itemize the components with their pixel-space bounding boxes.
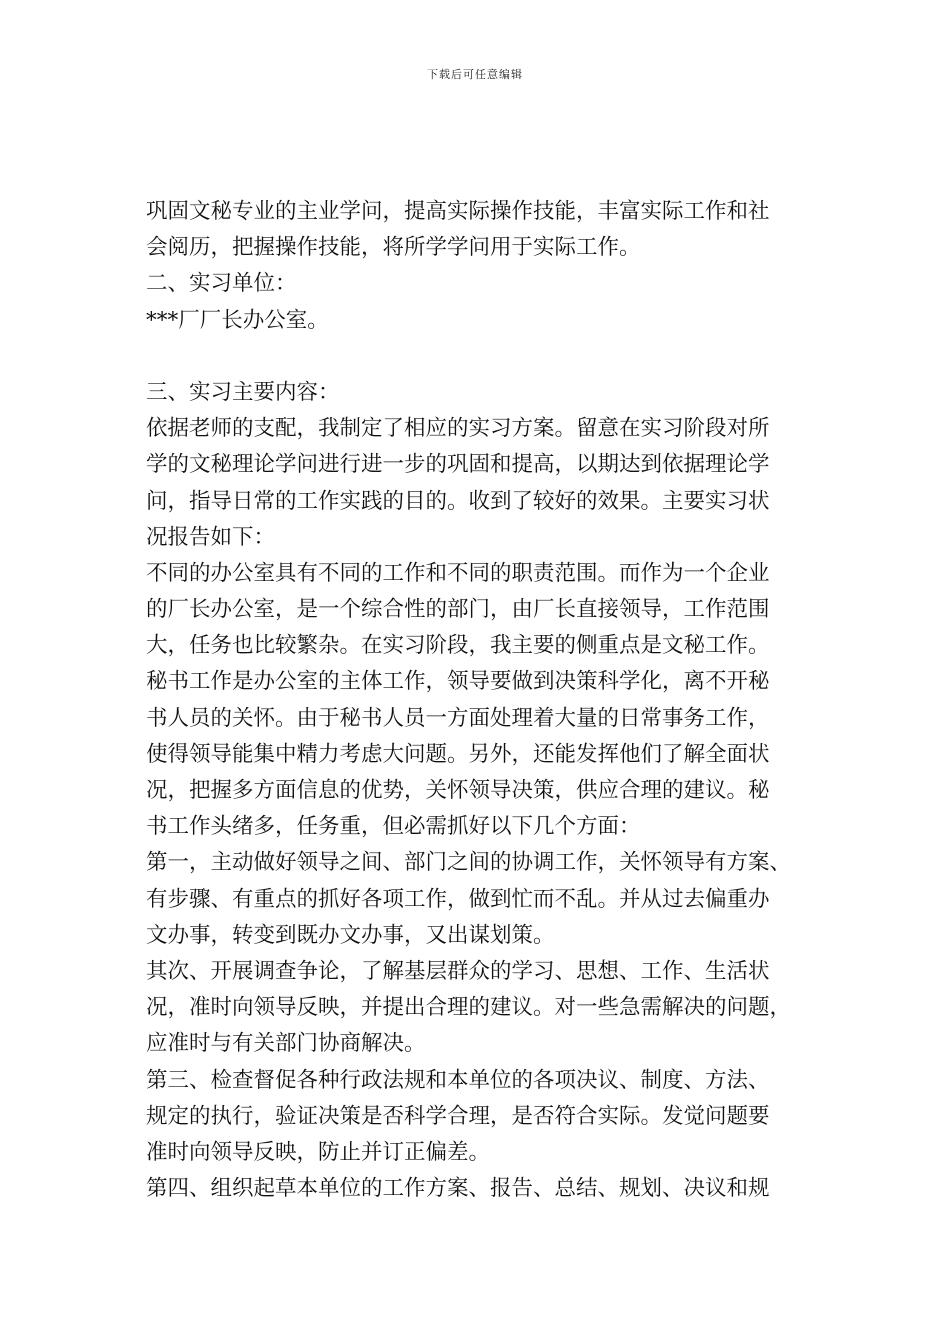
blank-line <box>146 339 826 375</box>
text-line: 况，把握多方面信息的优势，关怀领导决策，供应合理的建议。秘 <box>146 778 770 803</box>
text-line: 其次、开展调查争论，了解基层群众的学习、思想、工作、生活状 <box>146 958 770 984</box>
text-line: 第四、组织起草本单位的工作方案、报告、总结、规划、决议和规 <box>146 1176 770 1202</box>
text-line: 书人员的关怀。由于秘书人员一方面处理着大量的日常事务工作， <box>146 705 770 731</box>
text-line: 准时向领导反映，防止并订正偏差。 <box>146 1139 491 1165</box>
text-line: 二、实习单位： <box>146 271 297 297</box>
text-line: 大，任务也比较繁杂。在实习阶段，我主要的侧重点是文秘工作。 <box>146 633 770 659</box>
text-line: 况报告如下： <box>146 524 276 550</box>
text-line: 第一，主动做好领导之间、部门之间的协调工作，关怀领导有方案、 <box>146 850 792 876</box>
page-header: 下载后可任意编辑 <box>427 68 523 81</box>
text-line: 依据老师的支配，我制定了相应的实习方案。留意在实习阶段对所 <box>146 416 770 442</box>
text-line: 问，指导日常的工作实践的目的。收到了较好的效果。主要实习状 <box>146 488 770 514</box>
text-line: 三、实习主要内容： <box>146 379 340 405</box>
text-line: 秘书工作是办公室的主体工作，领导要做到决策科学化，离不开秘 <box>146 669 770 695</box>
text-line: 使得领导能集中精力考虑大问题。另外，还能发挥他们了解全面状 <box>146 741 770 767</box>
document-body <box>146 194 826 1207</box>
text-line: 书工作头绪多，任务重，但必需抓好以下几个方面： <box>146 814 641 840</box>
text-line: 有步骤、有重点的抓好各项工作，做到忙而不乱。并从过去偏重办 <box>146 886 770 912</box>
text-line: 不同的办公室具有不同的工作和不同的职责范围。而作为一个企业 <box>146 560 770 586</box>
text-line: 的厂长办公室，是一个综合性的部门，由厂长直接领导，工作范围 <box>146 597 770 623</box>
text-line: 巩固文秘专业的主业学问，提高实际操作技能，丰富实际工作和社 <box>146 199 770 224</box>
text-line: 应准时与有关部门协商解决。 <box>146 1031 426 1057</box>
text-line: 文办事，转变到既办文办事，又出谋划策。 <box>146 922 555 948</box>
text-line: 规定的执行，验证决策是否科学合理，是否符合实际。发觉问题要 <box>146 1103 770 1129</box>
text-line: 会阅历，把握操作技能，将所学学问用于实际工作。 <box>146 235 641 261</box>
text-line: 况，准时向领导反映，并提出合理的建议。对一些急需解决的问题， <box>146 995 792 1021</box>
text-line: ***厂厂长办公室。 <box>146 307 329 333</box>
text-line: 学的文秘理论学问进行进一步的巩固和提高，以期达到依据理论学 <box>146 452 770 478</box>
text-line: 第三、检查督促各种行政法规和本单位的各项决议、制度、方法、 <box>146 1067 770 1093</box>
